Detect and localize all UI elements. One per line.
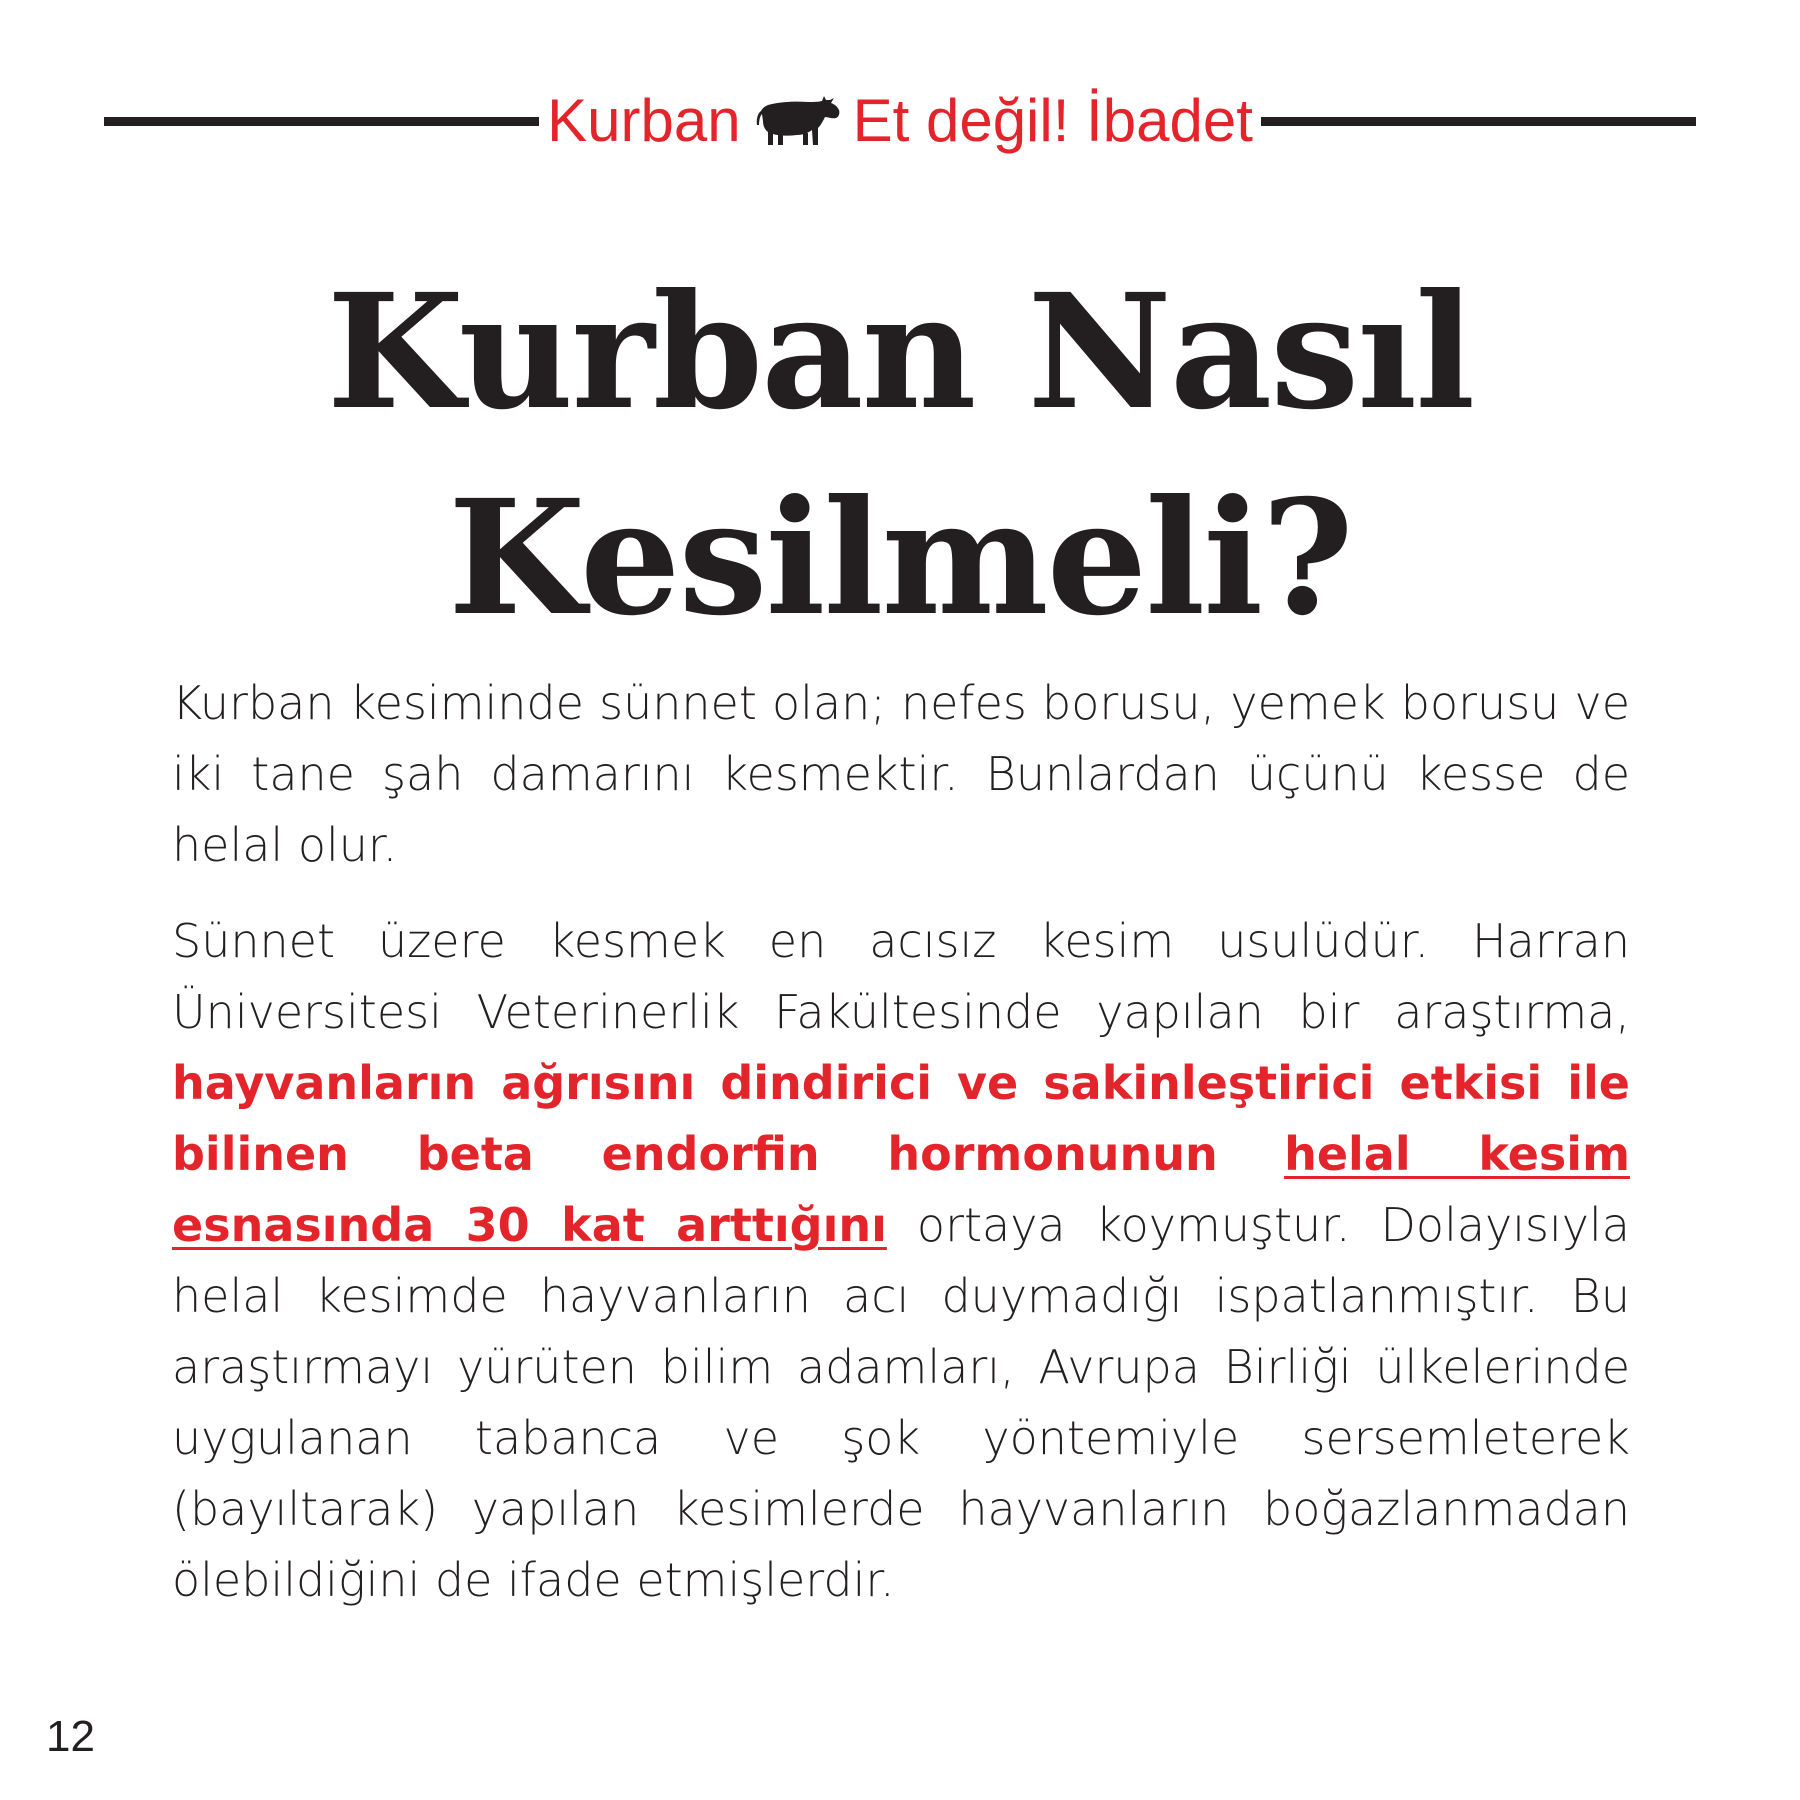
page-title (150, 250, 1650, 662)
header-rule-right (1261, 117, 1696, 126)
cow-icon (755, 95, 841, 147)
article-body (172, 668, 1630, 1616)
section-header (104, 80, 1696, 162)
section-header-title (539, 87, 1261, 154)
page-number: 12 (46, 1712, 95, 1761)
paragraph-2 (172, 906, 1630, 1616)
page-title-line-1: Kurban Nasıl (326, 260, 1474, 445)
page-title-line-2: Kesilmeli? (448, 466, 1352, 651)
highlighted-finding: hayvanların ağrısını dindirici ve sakinleştirici etkisi ile bilinen beta endorfin hormonunun (172, 1056, 1630, 1181)
paragraph-1: Kurban kesiminde sünnet olan; nefes borusu, yemek borusu ve iki tane şah damarını kesmektir. Bunlardan üçünü kesse de helal olur. (172, 676, 1630, 872)
paragraph-2-intro: Sünnet üzere kesmek en acısız kesim usulüdür. Harran Üniversitesi Veterinerlik Fakültesinde yapılan bir araştırma, (172, 914, 1630, 1039)
header-rule-left (104, 117, 539, 126)
paragraph-2-outro: ortaya koymuştur. Dolayısıyla helal kesimde hayvanların acı duymadığı ispatlanmıştır. Bu araştırmayı yürüten bilim adamları, Avrupa Birliği ülkelerinde uygulanan tabanca ve şok yöntemiyle sersemleterek (bayıltarak) yapılan kesimlerde hayvanların boğazlanmadan ölebildiğini de ifade etmişlerdir. (172, 1198, 1630, 1607)
header-title-right: Et değil! İbadet (852, 87, 1253, 154)
underlined-finding: helal kesim esnasında 30 kat arttığını (172, 1127, 1630, 1252)
header-title-left: Kurban (547, 87, 741, 154)
